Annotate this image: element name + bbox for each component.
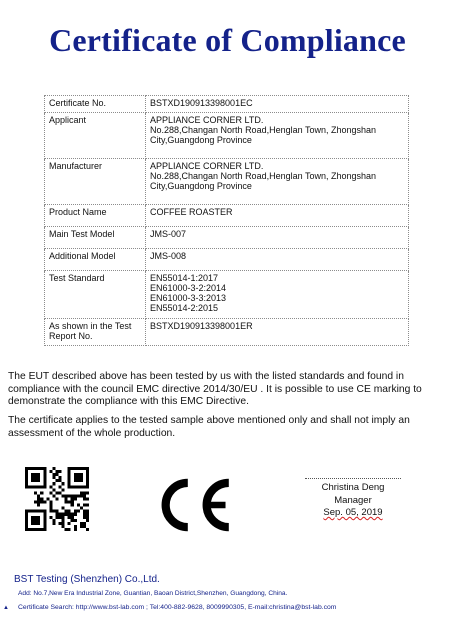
field-value [146, 96, 409, 113]
field-value-line: COFFEE ROASTER [150, 207, 233, 217]
field-value-line: EN55014-1:2017 [150, 273, 219, 283]
field-value [146, 249, 409, 271]
field-value-line: JMS-007 [150, 229, 187, 239]
field-value-line: BSTXD190913398001EC [150, 98, 253, 108]
field-value [146, 319, 409, 346]
qr-code-icon [25, 467, 89, 531]
certificate-details-table [44, 95, 409, 346]
scope-statement: The certificate applies to the tested sample above mentioned only and shall not imply an assessment of the whole production. [8, 415, 410, 439]
field-label: Test Standard [45, 271, 146, 319]
field-label: Manufacturer [45, 159, 146, 205]
field-value-line: APPLIANCE CORNER LTD. [150, 115, 264, 125]
field-label: Applicant [45, 113, 146, 159]
field-value-line: EN61000-3-2:2014 [150, 283, 227, 293]
signature-line [305, 478, 401, 479]
field-label: Additional Model [45, 249, 146, 271]
field-value-line: JMS-008 [150, 251, 187, 261]
table-row [45, 159, 409, 205]
table-row [45, 205, 409, 227]
field-value-line: No.288,Changan North Road,Henglan Town, Zhongshan [150, 125, 376, 135]
table-row [45, 113, 409, 159]
field-value [146, 205, 409, 227]
field-label: Certificate No. [45, 96, 146, 113]
field-label: Product Name [45, 205, 146, 227]
field-value-line: City,Guangdong Province [150, 135, 252, 145]
ce-mark-icon [155, 476, 237, 534]
contact-footer: Certificate Search: http://www.bst-lab.com ; Tel:400-882-9628, 8009990305, E-mail:christina@bst-lab.com [18, 604, 337, 611]
signatory-name: Christina Deng [321, 482, 385, 493]
field-label: As shown in the Test Report No. [45, 319, 146, 346]
field-value-line: EN61000-3-3:2013 [150, 293, 227, 303]
signature-date: Sep. 05, 2019 [323, 507, 383, 518]
field-value [146, 113, 409, 159]
table-row [45, 249, 409, 271]
table-row [45, 227, 409, 249]
field-value [146, 271, 409, 319]
field-value-line: City,Guangdong Province [150, 181, 252, 191]
triangle-icon: ▲ [3, 605, 9, 611]
signature-block [303, 478, 403, 520]
field-value [146, 227, 409, 249]
field-value-line: No.288,Changan North Road,Henglan Town, Zhongshan [150, 171, 376, 181]
compliance-statement: The EUT described above has been tested by us with the listed standards and found in compliance with the council EMC directive 2014/30/EU . It is possible to use CE marking to demonstrate the compliance with this EMC Directive. [8, 371, 422, 407]
company-address: Add: No.7,New Era Industrial Zone, Guantian, Baoan District,Shenzhen, Guangdong, China. [18, 590, 288, 597]
certificate-title: Certificate of Compliance [49, 22, 406, 58]
field-value-line: APPLIANCE CORNER LTD. [150, 161, 264, 171]
company-name: BST Testing (Shenzhen) Co.,Ltd. [14, 574, 160, 585]
field-value-line: EN55014-2:2015 [150, 303, 219, 313]
field-value [146, 159, 409, 205]
table-row [45, 96, 409, 113]
table-row [45, 271, 409, 319]
field-value-line: BSTXD190913398001ER [150, 321, 253, 331]
field-label: Main Test Model [45, 227, 146, 249]
table-row [45, 319, 409, 346]
signatory-position: Manager [334, 494, 372, 506]
